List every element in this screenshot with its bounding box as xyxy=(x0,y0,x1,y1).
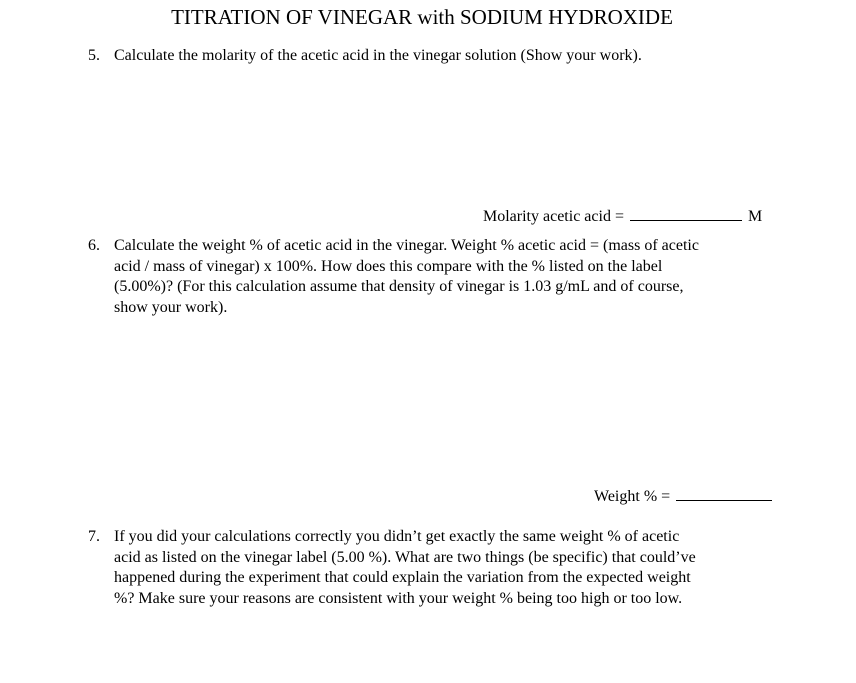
weight-percent-answer-row xyxy=(594,485,772,507)
weight-percent-answer-blank[interactable] xyxy=(676,485,772,501)
question-6-line: (5.00%)? (For this calculation assume that density of vinegar is 1.03 g/mL and of course, xyxy=(114,278,684,295)
question-5-number: 5. xyxy=(88,47,100,64)
question-5-line: Calculate the molarity of the acetic acid in the vinegar solution (Show your work). xyxy=(114,47,642,64)
page-title: TITRATION OF VINEGAR with SODIUM HYDROXIDE xyxy=(171,5,673,29)
molarity-answer-blank[interactable] xyxy=(630,205,742,221)
question-7-line: If you did your calculations correctly you didn’t get exactly the same weight % of acetic xyxy=(114,528,680,545)
question-6-number: 6. xyxy=(88,237,100,254)
molarity-label: Molarity acetic acid = xyxy=(483,208,624,225)
question-7-line: happened during the experiment that could explain the variation from the expected weight xyxy=(114,569,691,586)
question-7-line: %? Make sure your reasons are consistent with your weight % being too high or too low. xyxy=(114,589,683,607)
question-6-line: show your work). xyxy=(114,298,228,316)
question-5-text xyxy=(114,46,786,67)
question-6-line: Calculate the weight % of acetic acid in the vinegar. Weight % acetic acid = (mass of acetic xyxy=(114,237,699,254)
weight-percent-label: Weight % = xyxy=(594,488,671,505)
question-7-number: 7. xyxy=(88,528,100,545)
question-6-text xyxy=(114,236,786,318)
molarity-answer-row xyxy=(483,205,762,227)
question-7-line: acid as listed on the vinegar label (5.00 %). What are two things (be specific) that could’ve xyxy=(114,548,696,566)
molarity-unit: M xyxy=(747,208,763,225)
question-7-text xyxy=(114,527,786,609)
question-6-line: acid / mass of vinegar) x 100%. How does this compare with the % listed on the label xyxy=(114,257,663,275)
